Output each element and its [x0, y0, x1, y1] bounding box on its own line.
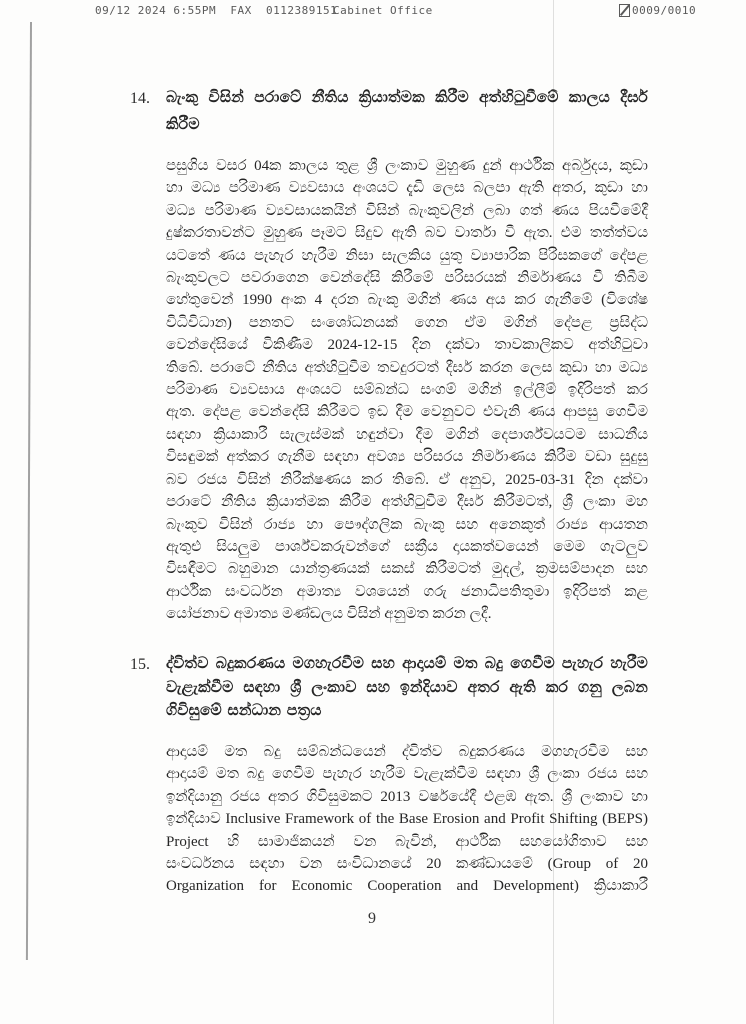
text-line: පසුගිය වසර 04ක කාලය තුළ ශ්‍රී ලංකාව මුහුණ දුන් ආර්ථික අර්බුදය, කුඩා — [166, 158, 648, 174]
text-line: පරාටේ නීතිය ක්‍රියාත්මක කිරීම අත්හිටුවීම දීර්ඝ කිරීමටත්, ශ්‍රී ලංකා මහ — [166, 494, 648, 511]
text-line: ඉන්දියානු රජය අතර ගිවිසුමකට 2013 වර්ෂයේදී එළඹ ඇත. ශ්‍රී ලංකාව හා — [166, 788, 648, 805]
text-line: ඉන්දියාව Inclusive Framework of the Base Erosion and Profit Shifting (BEPS) — [166, 811, 648, 828]
text-line: ඇත. දේපළ වෙන්දේසි කිරීමට ඉඩ දීම වෙනුවට එවැනි ණය ආපසු ගෙවීම — [166, 404, 648, 421]
text-line: හා මධ්‍ය පරිමාණ ව්‍යවසාය අංශයට දැඩි ලෙස බලපා ඇති අතර, කුඩා හා — [166, 180, 648, 197]
page-number: 9 — [368, 910, 376, 927]
text-line: සඳහා ක්‍රියාකාරී සැලැස්මක් හඳුන්වා දීම මගින් දෙපාර්ශ්වයටම සාධනීය — [166, 426, 648, 443]
text-line: දුෂ්කරතාවන්ට මුහුණ පෑමට සිදුව ඇති බව වාර්තා වී ඇත. එම තත්ත්වය — [166, 225, 648, 242]
item-14-heading — [130, 84, 648, 138]
item-14-paragraph — [166, 155, 648, 626]
fax-page-count-text: 0009/0010 — [632, 4, 697, 17]
text-line: බැංකු විසින් පරාටේ නීතිය ක්‍රියාත්මක කිරීම අත්හිටුවීමේ කාලය දීර්ඝ — [166, 88, 648, 106]
text-line: ද්විත්ව බදුකරණය මගහැරවීම සහ ආදායම් මත බදු ගෙවීම පැහැර හැරීම — [166, 654, 648, 672]
item-15-number: 15. — [130, 656, 150, 673]
text-line: වැළැක්වීම සඳහා ශ්‍රී ලංකාව සහ ඉන්දියාව අතර ඇති කර ගනු ලබන — [166, 677, 648, 696]
text-line: ආර්ථික සංවර්ධන අමාත්‍ය වශයෙන් ගරු ජනාධිපතිතුමා ඉදිරිපත් කළ — [166, 583, 648, 600]
text-line: කිරීම — [166, 115, 200, 133]
fax-number: 0112389151 — [265, 4, 338, 17]
text-line: බැංකුව විසින් රාජ්‍ය හා පෞද්ගලික බැංකු සහ අනෙකුත් රාජ්‍ය ආයතන — [166, 516, 648, 533]
item-14-number: 14. — [130, 90, 150, 107]
fax-label: FAX — [230, 4, 252, 17]
fax-page-counter — [619, 4, 696, 17]
text-line: විසඳුමක් අත්කර ගැනීම සඳහා අවශ්‍ය පරිසරය නිර්මාණය කිරීම වඩා සුදුසු — [166, 449, 648, 466]
text-line: Organization for Economic Cooperation and Development) ක්‍රියාකාරී — [166, 878, 648, 895]
fax-datetime-number — [95, 4, 337, 17]
fax-datetime: 09/12 2024 6:55PM — [95, 4, 217, 17]
text-line: Project හි සාමාජිකයන් වන බැවින්, ආර්ථික සහයෝගිතාව සහ — [166, 833, 648, 850]
text-line: සංවර්ධනය සඳහා වන සංවිධානයේ 20 කණ්ඩායමේ (Group of 20 — [166, 856, 648, 873]
fax-page-icon — [619, 4, 630, 17]
fax-transmission-header — [0, 4, 746, 22]
text-line: බව රජය විසින් නිරීක්ෂණය කර තිබේ. ඒ අනුව, 2025-03-31 දින දක්වා — [166, 471, 648, 488]
item-15-heading-text — [166, 652, 648, 723]
text-line: තිබේ. පරාටේ නීතිය අත්හිටුවීම තවදුරටත් දීර්ඝ කරන ලෙස කුඩා හා මධ්‍ය — [166, 359, 648, 376]
item-15-paragraph — [166, 741, 648, 898]
text-line: විසඳීමට බහුමාන යාන්ත්‍රණයක් සකස් කිරීමටත් මුදල්, ක්‍රමසම්පාදන සහ — [166, 561, 648, 578]
scan-artifact-left-line — [26, 22, 32, 960]
text-line: විධිවිධාන) පනතට සංශෝධනයක් ගෙන ඒම මගින් දේපළ ප්‍රසිද්ධ — [166, 314, 648, 331]
text-line: හේතුවෙන් 1990 අංක 4 දරන බැංකු මගින් ණය අය කර ගැනීමේ (විශේෂ — [166, 292, 648, 309]
text-line: ආදායම් මත බදු ගෙවීම පැහැර හැරීම වැළැක්වීම සඳහා ශ්‍රී ලංකා රජය සහ — [166, 766, 648, 783]
text-line: ඇතුළු සියලුම පාර්ශ්වකරුවන්ගේ සක්‍රීය දායකත්වයෙන් මෙම ගැටලුව — [166, 538, 648, 555]
text-line: මධ්‍ය පරිමාණ ව්‍යවසායකයින් විසින් බැංකුවලින් ලබා ගත් ණය පියවීමේදී — [166, 202, 648, 219]
text-line: යෝජනාව අමාත්‍ය මණ්ඩලය විසින් අනුමත කරන ලදී. — [166, 606, 492, 623]
item-14-heading-text — [166, 84, 648, 138]
fax-sender-name: Cabinet Office — [333, 4, 433, 17]
text-line: බැංකුවලට පවරාගෙන වෙන්දේසි කිරීමේ පරිසරයක් නිර්මාණය වී තිබීම — [166, 270, 648, 287]
text-line: පරිමාණ ව්‍යවසාය අංශයට සම්බන්ධ සංගම් මගින් ඉල්ලීම් ඉදිරිපත් කර — [166, 382, 648, 399]
item-15-heading — [130, 652, 648, 723]
text-line: ආදායම් මත බදු සම්බන්ධයෙන් ද්විත්ව බදුකරණය මගහැරවීම සහ — [166, 744, 648, 760]
text-line: යටතේ ණය පැහැර හැරීම නිසා සැලකිය යුතු ව්‍යාපාරික පිරිසකගේ දේපළ — [166, 247, 648, 264]
text-line: ගිවිසුමේ සන්ධාන පත්‍රය — [166, 701, 322, 719]
text-line: වෙන්දේසියේ විකිණීම 2024-12-15 දින දක්වා තාවකාලිකව අත්හිටුවා — [166, 337, 648, 354]
